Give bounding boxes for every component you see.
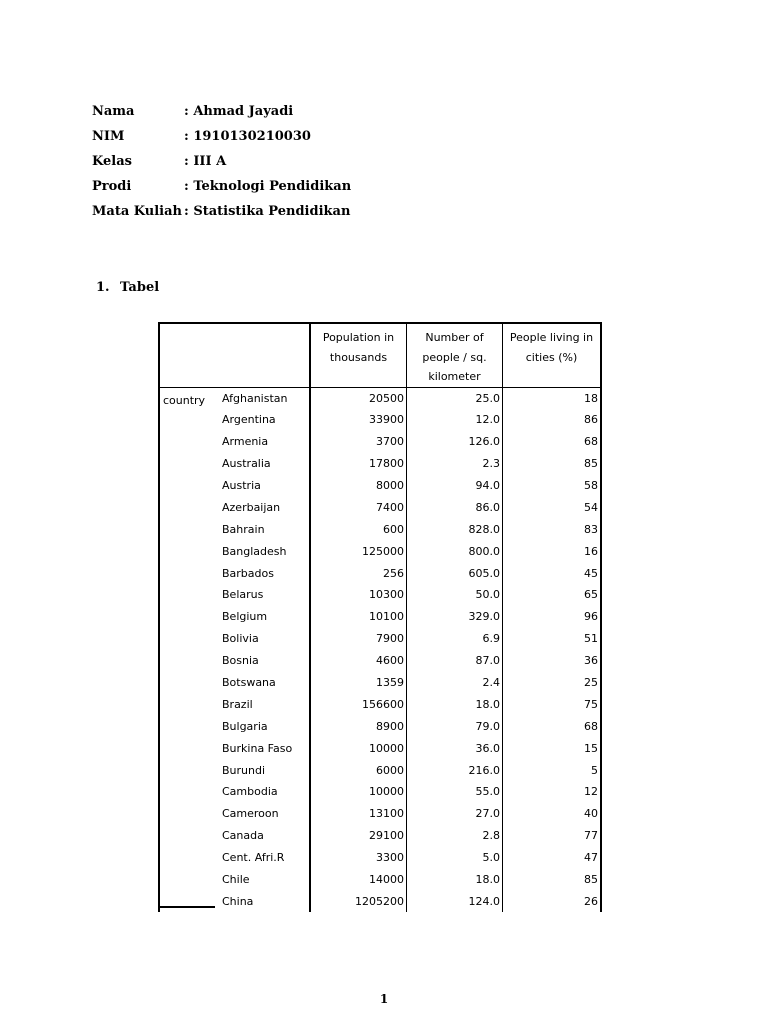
population-value: 10000 bbox=[310, 781, 407, 803]
table-row bbox=[159, 606, 601, 628]
table-body bbox=[159, 387, 601, 912]
urban-percent-value: 86 bbox=[503, 409, 602, 431]
header-corner-stub bbox=[219, 323, 310, 387]
table-row bbox=[159, 518, 601, 540]
info-value: : Statistika Pendidikan bbox=[184, 204, 351, 219]
row-group-label: country bbox=[159, 387, 219, 912]
info-value: : Teknologi Pendidikan bbox=[184, 179, 352, 194]
table-row bbox=[159, 715, 601, 737]
urban-percent-value: 45 bbox=[503, 562, 602, 584]
density-value: 25.0 bbox=[407, 387, 503, 409]
country-name: Bahrain bbox=[219, 518, 310, 540]
urban-percent-value: 54 bbox=[503, 496, 602, 518]
population-value: 256 bbox=[310, 562, 407, 584]
urban-percent-value: 16 bbox=[503, 540, 602, 562]
info-value: : 1910130210030 bbox=[184, 129, 311, 144]
population-value: 17800 bbox=[310, 453, 407, 475]
density-value: 94.0 bbox=[407, 475, 503, 497]
country-name: Azerbaijan bbox=[219, 496, 310, 518]
country-stats-table bbox=[158, 322, 602, 912]
table-header-row bbox=[159, 323, 601, 387]
population-value: 125000 bbox=[310, 540, 407, 562]
country-name: Chile bbox=[219, 869, 310, 891]
table-row bbox=[159, 584, 601, 606]
table-row bbox=[159, 869, 601, 891]
column-header-urban: People living in cities (%) bbox=[503, 323, 602, 387]
density-value: 6.9 bbox=[407, 628, 503, 650]
table-row bbox=[159, 628, 601, 650]
table-row bbox=[159, 540, 601, 562]
population-value: 1359 bbox=[310, 672, 407, 694]
table-row bbox=[159, 387, 601, 409]
page-number: 1 bbox=[379, 992, 389, 1006]
country-name: Botswana bbox=[219, 672, 310, 694]
density-value: 2.3 bbox=[407, 453, 503, 475]
info-label: Nama bbox=[92, 104, 135, 119]
section-title: Tabel bbox=[120, 280, 160, 295]
table-row bbox=[159, 759, 601, 781]
population-value: 13100 bbox=[310, 803, 407, 825]
column-header-density: Number of people / sq. kilometer bbox=[407, 323, 503, 387]
country-name: Armenia bbox=[219, 431, 310, 453]
urban-percent-value: 25 bbox=[503, 672, 602, 694]
country-name: Belgium bbox=[219, 606, 310, 628]
table-row bbox=[159, 475, 601, 497]
table-row bbox=[159, 847, 601, 869]
country-name: Burkina Faso bbox=[219, 737, 310, 759]
urban-percent-value: 75 bbox=[503, 693, 602, 715]
info-value: : Ahmad Jayadi bbox=[184, 104, 294, 119]
density-value: 55.0 bbox=[407, 781, 503, 803]
population-value: 3300 bbox=[310, 847, 407, 869]
country-name: Argentina bbox=[219, 409, 310, 431]
country-name: Cambodia bbox=[219, 781, 310, 803]
density-value: 216.0 bbox=[407, 759, 503, 781]
population-value: 6000 bbox=[310, 759, 407, 781]
student-info bbox=[92, 102, 351, 227]
urban-percent-value: 15 bbox=[503, 737, 602, 759]
header-corner bbox=[159, 323, 219, 387]
urban-percent-value: 26 bbox=[503, 890, 602, 912]
table-row bbox=[159, 890, 601, 912]
info-row-nama bbox=[92, 102, 351, 127]
info-row-nim bbox=[92, 127, 351, 152]
country-name: Bolivia bbox=[219, 628, 310, 650]
column-header-population: Population in thousands bbox=[310, 323, 407, 387]
population-value: 29100 bbox=[310, 825, 407, 847]
population-value: 3700 bbox=[310, 431, 407, 453]
country-name: Belarus bbox=[219, 584, 310, 606]
urban-percent-value: 47 bbox=[503, 847, 602, 869]
population-value: 14000 bbox=[310, 869, 407, 891]
density-value: 27.0 bbox=[407, 803, 503, 825]
density-value: 18.0 bbox=[407, 693, 503, 715]
density-value: 5.0 bbox=[407, 847, 503, 869]
urban-percent-value: 18 bbox=[503, 387, 602, 409]
density-value: 12.0 bbox=[407, 409, 503, 431]
density-value: 79.0 bbox=[407, 715, 503, 737]
urban-percent-value: 85 bbox=[503, 869, 602, 891]
table-row bbox=[159, 825, 601, 847]
population-value: 156600 bbox=[310, 693, 407, 715]
population-value: 7900 bbox=[310, 628, 407, 650]
table-row bbox=[159, 737, 601, 759]
info-row-kelas bbox=[92, 152, 351, 177]
urban-percent-value: 83 bbox=[503, 518, 602, 540]
population-value: 10100 bbox=[310, 606, 407, 628]
country-name: Afghanistan bbox=[219, 387, 310, 409]
country-name: Australia bbox=[219, 453, 310, 475]
info-label: Mata Kuliah bbox=[92, 204, 182, 219]
country-name: Burundi bbox=[219, 759, 310, 781]
table-row bbox=[159, 562, 601, 584]
country-name: Austria bbox=[219, 475, 310, 497]
urban-percent-value: 68 bbox=[503, 715, 602, 737]
country-name: Canada bbox=[219, 825, 310, 847]
table-row bbox=[159, 781, 601, 803]
country-name: Bosnia bbox=[219, 650, 310, 672]
table-row bbox=[159, 431, 601, 453]
table-row bbox=[159, 453, 601, 475]
urban-percent-value: 40 bbox=[503, 803, 602, 825]
info-value: : III A bbox=[184, 154, 227, 169]
table-row bbox=[159, 672, 601, 694]
density-value: 124.0 bbox=[407, 890, 503, 912]
country-name: Barbados bbox=[219, 562, 310, 584]
table-row bbox=[159, 409, 601, 431]
density-value: 329.0 bbox=[407, 606, 503, 628]
info-label: NIM bbox=[92, 129, 125, 144]
population-value: 20500 bbox=[310, 387, 407, 409]
country-name: Brazil bbox=[219, 693, 310, 715]
urban-percent-value: 96 bbox=[503, 606, 602, 628]
population-value: 8000 bbox=[310, 475, 407, 497]
section-heading bbox=[96, 280, 159, 295]
urban-percent-value: 85 bbox=[503, 453, 602, 475]
density-value: 126.0 bbox=[407, 431, 503, 453]
population-value: 8900 bbox=[310, 715, 407, 737]
info-label: Kelas bbox=[92, 154, 132, 169]
urban-percent-value: 12 bbox=[503, 781, 602, 803]
info-row-mata-kuliah bbox=[92, 202, 351, 227]
density-value: 86.0 bbox=[407, 496, 503, 518]
country-name: Cameroon bbox=[219, 803, 310, 825]
density-value: 2.4 bbox=[407, 672, 503, 694]
group-column-bottom-rule bbox=[158, 906, 215, 908]
section-number: 1. bbox=[96, 280, 110, 295]
population-value: 1205200 bbox=[310, 890, 407, 912]
density-value: 50.0 bbox=[407, 584, 503, 606]
population-value: 7400 bbox=[310, 496, 407, 518]
country-name: Cent. Afri.R bbox=[219, 847, 310, 869]
urban-percent-value: 65 bbox=[503, 584, 602, 606]
country-name: Bangladesh bbox=[219, 540, 310, 562]
density-value: 605.0 bbox=[407, 562, 503, 584]
density-value: 18.0 bbox=[407, 869, 503, 891]
info-label: Prodi bbox=[92, 179, 132, 194]
density-value: 2.8 bbox=[407, 825, 503, 847]
population-value: 10300 bbox=[310, 584, 407, 606]
info-row-prodi bbox=[92, 177, 351, 202]
population-value: 10000 bbox=[310, 737, 407, 759]
table-row bbox=[159, 496, 601, 518]
density-value: 800.0 bbox=[407, 540, 503, 562]
population-value: 33900 bbox=[310, 409, 407, 431]
urban-percent-value: 58 bbox=[503, 475, 602, 497]
urban-percent-value: 51 bbox=[503, 628, 602, 650]
urban-percent-value: 5 bbox=[503, 759, 602, 781]
urban-percent-value: 77 bbox=[503, 825, 602, 847]
table-row bbox=[159, 650, 601, 672]
density-value: 87.0 bbox=[407, 650, 503, 672]
country-name: Bulgaria bbox=[219, 715, 310, 737]
country-name: China bbox=[219, 890, 310, 912]
population-value: 4600 bbox=[310, 650, 407, 672]
urban-percent-value: 36 bbox=[503, 650, 602, 672]
table-row bbox=[159, 693, 601, 715]
urban-percent-value: 68 bbox=[503, 431, 602, 453]
population-value: 600 bbox=[310, 518, 407, 540]
table-row bbox=[159, 803, 601, 825]
density-value: 36.0 bbox=[407, 737, 503, 759]
density-value: 828.0 bbox=[407, 518, 503, 540]
